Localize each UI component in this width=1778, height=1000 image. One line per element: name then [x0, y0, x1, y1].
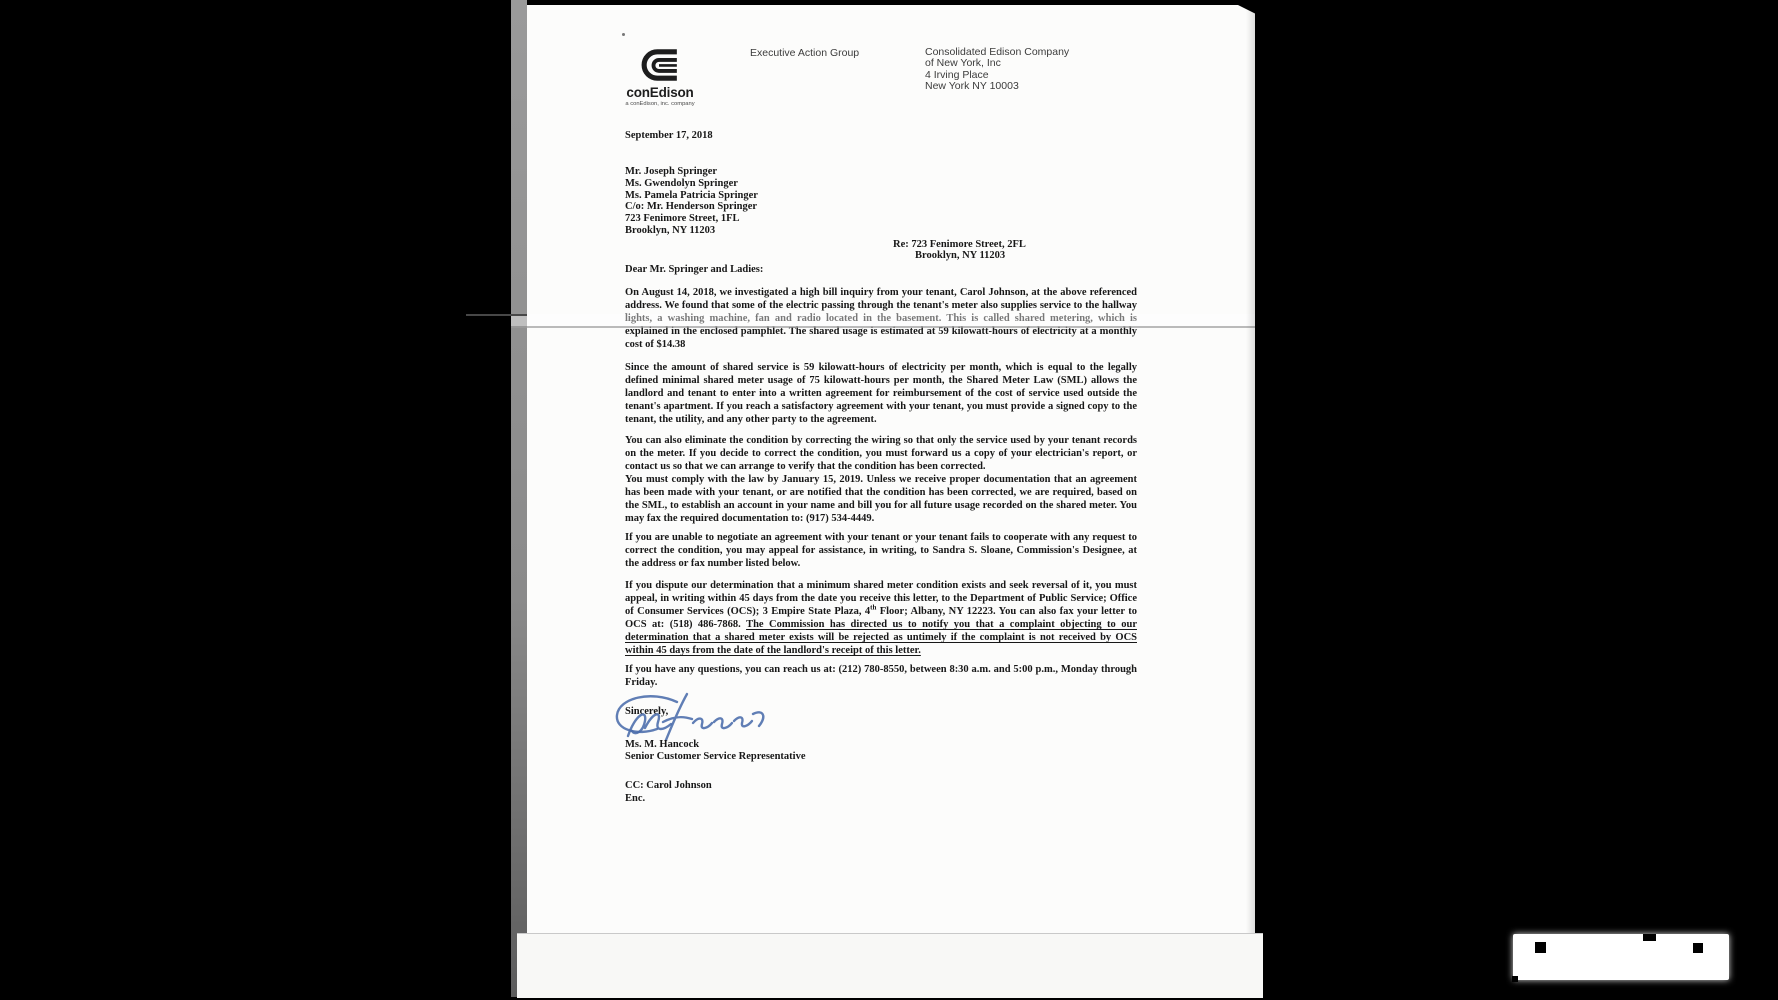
letterhead-company-address [925, 47, 1069, 93]
conedison-logo-icon [640, 48, 678, 82]
ordinal-superscript: th [870, 603, 877, 612]
closing: Sincerely, [625, 706, 669, 717]
recipient-line: 723 Fenimore Street, 1FL [625, 213, 740, 225]
sheet-behind-letter [517, 933, 1263, 998]
conedison-logo-wordmark: conEdison [626, 85, 694, 100]
recipient-line: Ms. Pamela Patricia Springer [625, 189, 758, 201]
blur-bar-mark [1693, 943, 1703, 953]
scan-speck [622, 33, 625, 36]
recipient-address-block [625, 166, 1137, 237]
signer-name: Ms. M. Hancock [625, 739, 700, 750]
paragraph-3a: You can also eliminate the condition by correcting the wiring so that only the service used by your tenant records on the meter. If you decide to correct the condition, you must forward us a copy of your electrician's report, or contact us so that we can arrange to verify that the condition has been corrected. [625, 435, 1137, 473]
scan-crease-left-segment [466, 314, 527, 316]
conedison-logo-tagline: a conEdison, inc. company [625, 101, 695, 107]
blur-bar-mark [1512, 976, 1518, 982]
company-address-line: 4 Irving Place [925, 68, 989, 81]
re-line: Brooklyn, NY 11203 [915, 250, 1006, 261]
company-address-line: New York NY 10003 [925, 80, 1019, 93]
recipient-line: Brooklyn, NY 11203 [625, 224, 716, 236]
page-edge-strip [511, 0, 527, 997]
cc-line: CC: Carol Johnson [625, 780, 712, 791]
re-line: Re: 723 Fenimore Street, 2FL [893, 239, 1026, 250]
page-edge-shadow [1246, 5, 1255, 933]
letterhead-unit: Executive Action Group [750, 47, 860, 59]
paragraph-5 [625, 579, 1137, 658]
paragraph-3b: You must comply with the law by January 15, 2019. Unless we receive proper documentation that an agreement has been made with your tenant, or are notified that the condition has been corrected, we are required, based on the SML, to establish an account in your name and bill you for all future usage recorded on the shared meter. You may fax the required documentation to: (917) 534-4449. [625, 474, 1137, 525]
enclosure-line: Enc. [625, 793, 646, 804]
company-address-line: of New York, Inc [925, 57, 1001, 70]
recipient-line: Mr. Joseph Springer [625, 166, 718, 177]
paragraph-5-text: Floor; Albany, NY 12223. You can also fax your letter to OCS at: (518) 486-7868. [625, 606, 1137, 631]
paragraph-6: If you have any questions, you can reach us at: (212) 780-8550, between 8:30 a.m. and 5:00 p.m., Monday through Friday. [625, 664, 1137, 689]
blurred-overlay-bar [1513, 934, 1729, 980]
salutation: Dear Mr. Springer and Ladies: [625, 264, 764, 275]
paragraph-5-text: If you dispute our determination that a minimum shared meter condition exists and seek reversal of it, you must appeal, in writing within 45 days from the date you receive this letter, to the Department of Public Service; Office of Consumer Services (OCS); 3 Empire State Plaza, 4 [625, 580, 1137, 618]
letter-date: September 17, 2018 [625, 130, 713, 141]
paragraph-5-underlined-text: The Commission has directed us to notify you that a complaint objecting to our determination that a shared meter exists will be rejected as untimely if the complaint is not received by OCS within 45 days from the date of the landlord's receipt of this letter. [625, 619, 1137, 657]
signer-title: Senior Customer Service Representative [625, 751, 806, 762]
paragraph-1: On August 14, 2018, we investigated a high bill inquiry from your tenant, Carol Johnson, at the above referenced address. We found that some of the electric passing through the tenant's meter also supplies service to the hallway lights, a washing machine, fan and radio located in the basement. This is called shared metering, which is explained in the enclosed pamphlet. The shared usage is estimated at 59 kilowatt-hours of electricity at a monthly cost of $14.38 [625, 287, 1137, 351]
letter-page [527, 5, 1255, 933]
paragraph-4: If you are unable to negotiate an agreement with your tenant or your tenant fails to cooperate with any request to correct the condition, you may appeal for assistance, in writing, to Sandra S. Sloane, Commission's Designee, at the address or fax number listed below. [625, 532, 1137, 570]
blur-bar-mark [1535, 942, 1546, 953]
recipient-line: C/o: Mr. Henderson Springer [625, 201, 758, 213]
recipient-line: Ms. Gwendolyn Springer [625, 177, 738, 189]
company-address-line: Consolidated Edison Company [925, 46, 1070, 58]
blur-bar-mark [1643, 934, 1656, 941]
paragraph-2: Since the amount of shared service is 59 kilowatt-hours of electricity per month, which is equal to the legally defined minimal shared meter usage of 75 kilowatt-hours per month, the Shared Meter Law (SML) allows the landlord and tenant to enter into a written agreement for reimbursement of the cost of service used outside the tenant's apartment. If you reach a satisfactory agreement with your tenant, you must provide a signed copy to the tenant, the utility, and any other party to the agreement. [625, 362, 1137, 426]
